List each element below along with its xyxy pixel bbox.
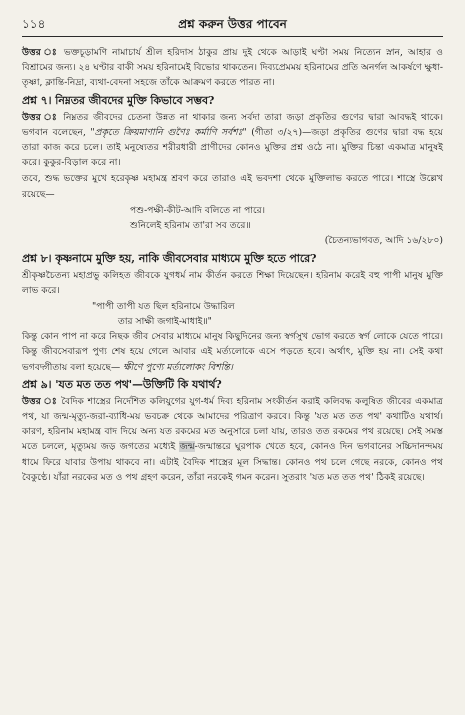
page-header (22, 14, 443, 37)
answer-label: উত্তর ঃ (22, 47, 59, 58)
verse-7-line1: পশু-পক্ষী-কীট-আদি বলিতে না পারে। (130, 204, 266, 216)
verse-8-line2: তার সাক্ষী জগাই-মাধাই॥" (118, 316, 212, 328)
question-7-label: প্রশ্ন ৭। (22, 93, 52, 107)
question-7 (22, 92, 443, 109)
answer-9-label: উত্তর ঃ (22, 395, 58, 407)
answer-8-body: কিন্তু কোন পাপ না করে নিছক জীব সেবার মাধ্যমে মানুষ কিছুদিনের জন্য স্বর্গসুখ ভোগ করতে স্বর্গ লোকে যেতে পারে। কিন্তু জীবসেবারূপ পুণ্য শেষ হয়ে গেলে আবার এই মর্ত্যলোকে এসে পড়তে হবে। অর্থাৎ, মুক্তি হয় না। সেই কথা ভগবদ্গীতায় বলা হয়েছে— (22, 331, 443, 373)
answer-8-part1: শ্রীকৃষ্ণচৈতন্য মহাপ্রভু কলিহত জীবকে যুগধর্ম নাম কীর্তন করতে শিক্ষা দিয়েছেন। হরিনাম করেই বহু পাপী মানুষ মুক্তি লাভ করে। (22, 269, 443, 297)
question-9 (22, 376, 443, 393)
verse-7-citation: (চৈতন্যভাগবত, আদি ১৬/২৮০) (324, 234, 443, 246)
question-8-text: কৃষ্ণনামে মুক্তি হয়, নাকি জীবসেবার মাধ্যমে মুক্তি হতে পারে? (55, 251, 317, 265)
answer-7-sanskrit-quote: "প্রকৃতে ক্রিয়মাণানি গুণৈঃ কর্মাণি সর্বশঃ" (90, 126, 247, 138)
answer-7-label: উত্তর ঃ (22, 111, 59, 123)
question-8-label: প্রশ্ন ৮। (22, 251, 52, 265)
answer-9-part2: -জন্মান্তরে ঘুরপাক খেতে হবে, কোনও দিন ভগবানের সচ্চিদানন্দময় ধামে ফিরে যাবার উপায় থাকবে না। এটাই বৈদিক শাস্ত্রের মূল সিদ্ধান্ত। কোনও পথ চলে গেছে নরকে, কোনও পথ বৈকুণ্ঠে। যাঁরা নরকের মত ও পথ গ্রহণ করেন, তাঁরা নরকেই গমন করেন। সুতরাং 'যত মত তত পথ' ঠিকই রয়েছে। (22, 441, 443, 483)
answer-8-part2 (22, 329, 443, 375)
verse-8-line1: "পাপী তাপী যত ছিল হরিনামে উদ্ধারিল (92, 301, 235, 313)
running-title: প্রশ্ন করুন উত্তর পাবেন (178, 17, 287, 31)
answer-intro (22, 45, 443, 91)
gita-quote: ক্ষীণে পুণ্যে মর্ত্যলোকং বিশন্তি। (123, 361, 233, 373)
question-9-label: প্রশ্ন ৯। (22, 377, 52, 391)
answer-7 (22, 110, 443, 171)
highlighted-word: জন্ম (179, 441, 195, 453)
verse-7-line2: শুনিলেই হরিনাম তা'রা সব তরে॥ (130, 219, 251, 231)
answer-9 (22, 394, 443, 485)
page-number: ১১৪ (22, 17, 46, 31)
question-9-text: 'যত মত তত পথ'—উক্তিটি কি যথার্থ? (55, 377, 222, 391)
answer-9-part1: বৈদিক শাস্ত্রের নির্দেশিত কলিযুগের যুগ-ধর্ম দিব্য হরিনাম সংকীর্তন করাই কলিবদ্ধ কলুষিত জীবের একমাত্র পথ, যা জন্ম-মৃত্যু-জরা-ব্যাধি-ময় ভবচক্র থেকে আমাদের পরিত্রাণ করবে। কিন্তু 'যত মত তত পথ' কথাটিও যথার্থ। কারণ, হরিনাম মহামন্ত্র বাদ দিয়ে অন্য যত রকমের মত অনুসারে চলা যায়, তারও তত রকমের পথ রয়েছে। সেই সমস্ত মতে চললে, মৃত্যুময় জড় জগতের মধ্যেই (22, 395, 443, 453)
question-7-text: নিম্নতর জীবদের মুক্তি কিভাবে সম্ভব? (55, 93, 215, 107)
question-8 (22, 250, 443, 267)
answer-7-para2: তবে, শুদ্ধ ভক্তের মুখে হরেকৃষ্ণ মহামন্ত্র শ্রবণ করে তারাও এই ভবদশা থেকে মুক্তিলাভ করতে পারে। শাস্ত্রে উল্লেখ রয়েছে— (22, 173, 443, 200)
answer-text: ভক্তচূড়ামণি নামাচার্য শ্রীল হরিদাস ঠাকুর প্রায় দুই থেকে আড়াই ঘণ্টা সময় নিত্যেন স্নান, আহার ও বিশ্রামের জন্য। ২৪ ঘণ্টার বাকী সময় হরিনামেই বিভোর থাকতেন। দিব্যপ্রেমময় হরিনামের প্রতি অনর্গল আকর্ষণে ক্ষুধা-তৃষ্ণা, ক্লান্তি-নিদ্রা, ব্যথা-বেদনা সহজে তাঁকে আক্রমণ করতে পারত না। (22, 47, 444, 89)
answer-7-part1: নিম্নতর জীবদের চেতনা উন্নত না থাকার জন্য সর্বদা তারা জড়া প্রকৃতির গুণের দ্বারা আবদ্ধই থাকে। ভগবান বলেছেন, (22, 111, 443, 138)
answer-7-part2: (গীতা ৩/২৭)—জড়া প্রকৃতির গুণের দ্বারা বদ্ধ হয়ে তারা কাজ করে চলে। তাই মনুষ্যেতর শরীরধারী প্রাণীদের কোনও মুক্তির প্রশ্ন ওঠে না। মুক্তির চিন্তা একমাত্র মানুষই করে। কুকুর-বিড়াল করে না। (22, 126, 443, 169)
